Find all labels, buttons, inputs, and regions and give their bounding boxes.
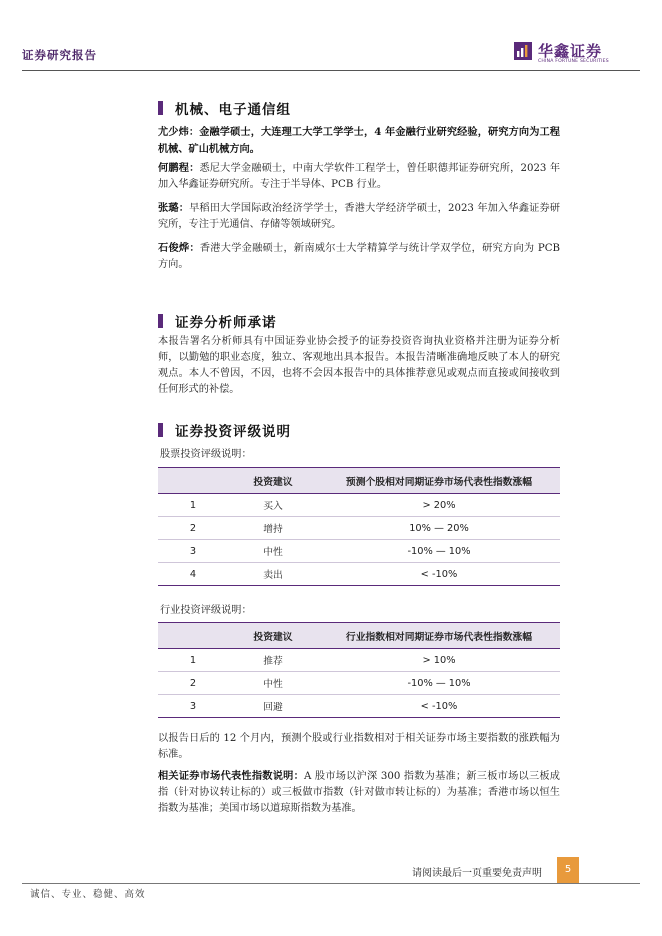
table-cell: 买入 xyxy=(228,494,318,517)
logo-en-text: CHINA FORTUNE SECURITIES xyxy=(538,59,609,64)
table-cell: 3 xyxy=(158,695,228,718)
member-bio xyxy=(158,200,560,233)
team-heading-text: 机械、电子通信组 xyxy=(175,102,291,118)
index-note-label: 相关证券市场代表性指数说明： xyxy=(158,770,304,782)
company-logo xyxy=(514,42,642,66)
table-cell: 中性 xyxy=(228,540,318,563)
table-cell: > 10% xyxy=(318,649,560,672)
logo-mark-icon xyxy=(514,42,532,60)
table-header-cell xyxy=(158,468,228,494)
member-name: 尤少炜： xyxy=(158,126,200,138)
commitment-text: 本报告署名分析师具有中国证券业协会授予的证券投资咨询执业资格并注册为证券分析师，以勤勉的职业态度，独立、客观地出具本报告。本报告清晰准确地反映了本人的研究观点。本人不曾因，不因，也将不会因本报告中的具体推荐意见或观点而直接或间接收到任何形式的补偿。 xyxy=(158,336,560,395)
member-bio xyxy=(158,124,560,158)
table-cell: 4 xyxy=(158,563,228,586)
page-number: 5 xyxy=(557,857,579,883)
table-row xyxy=(158,563,560,586)
table-header-cell: 投资建议 xyxy=(228,468,318,494)
commitment-heading-text: 证券分析师承诺 xyxy=(175,315,277,331)
table-cell: 2 xyxy=(158,517,228,540)
rating-note: 以报告日后的 12 个月内，预测个股或行业指数相对于相关证券市场主要指数的涨跌幅为标准。 xyxy=(158,733,560,760)
table-cell: < -10% xyxy=(318,563,560,586)
member-desc: 香港大学金融硕士，新南威尔士大学精算学与统计学双学位，研究方向为 PCB 方向。 xyxy=(158,243,561,270)
table-cell: 回避 xyxy=(228,695,318,718)
industry-rating-label: 行业投资评级说明： xyxy=(160,605,252,616)
table-cell: 1 xyxy=(158,649,228,672)
table-row xyxy=(158,517,560,540)
table-cell: -10% — 10% xyxy=(318,540,560,563)
heading-bar-icon xyxy=(158,101,163,115)
rating-heading xyxy=(158,420,291,440)
table-header-cell xyxy=(158,623,228,649)
commitment-heading xyxy=(158,311,277,331)
member-name: 张璐： xyxy=(158,202,190,214)
table-row xyxy=(158,649,560,672)
heading-bar-icon xyxy=(158,314,163,328)
member-desc: 金融学硕士，大连理工大学工学学士，4 年金融行业研究经验，研究方向为工程机械、矿山机械方向。 xyxy=(158,126,560,155)
table-cell: 2 xyxy=(158,672,228,695)
table-cell: 卖出 xyxy=(228,563,318,586)
member-desc: 悉尼大学金融硕士，中南大学软件工程学士，曾任职德邦证券研究所，2023 年加入华鑫证券研究所。专注于半导体、PCB 行业。 xyxy=(158,163,561,190)
table-row xyxy=(158,540,560,563)
disclaimer-note: 请阅读最后一页重要免责声明 xyxy=(412,868,542,879)
header-divider xyxy=(22,70,640,71)
stock-rating-label: 股票投资评级说明： xyxy=(160,449,252,460)
table-header-row xyxy=(158,623,560,649)
table-cell: 1 xyxy=(158,494,228,517)
heading-bar-icon xyxy=(158,423,163,437)
report-type-label: 证券研究报告 xyxy=(22,48,97,62)
member-bio xyxy=(158,240,560,273)
table-cell: < -10% xyxy=(318,695,560,718)
table-row xyxy=(158,672,560,695)
table-header-cell: 行业指数相对同期证券市场代表性指数涨幅 xyxy=(318,623,560,649)
logo-cn-text: 华鑫证券 xyxy=(538,42,603,60)
team-heading xyxy=(158,98,291,118)
member-desc: 早稻田大学国际政治经济学学士，香港大学经济学硕士，2023 年加入华鑫证券研究所，专注于光通信、存储等领域研究。 xyxy=(158,203,560,230)
index-note xyxy=(158,768,560,817)
table-row xyxy=(158,695,560,718)
rating-heading-text: 证券投资评级说明 xyxy=(175,424,291,440)
table-header-cell: 预测个股相对同期证券市场代表性指数涨幅 xyxy=(318,468,560,494)
member-name: 石俊烨： xyxy=(158,242,200,254)
table-cell: > 20% xyxy=(318,494,560,517)
table-cell: 3 xyxy=(158,540,228,563)
table-cell: 增持 xyxy=(228,517,318,540)
table-header-row xyxy=(158,468,560,494)
table-row xyxy=(158,494,560,517)
table-cell: -10% — 10% xyxy=(318,672,560,695)
table-cell: 中性 xyxy=(228,672,318,695)
industry-rating-table xyxy=(158,622,560,718)
table-header-cell: 投资建议 xyxy=(228,623,318,649)
table-cell: 10% — 20% xyxy=(318,517,560,540)
footer-slogan: 诚信、专业、稳健、高效 xyxy=(30,889,146,900)
stock-rating-table xyxy=(158,467,560,586)
member-bio xyxy=(158,160,560,193)
table-cell: 推荐 xyxy=(228,649,318,672)
index-note-text: A 股市场以沪深 300 指数为基准；新三板市场以三板成指（针对协议转让标的）或三板做市指数（针对做市转让标的）为基准；香港市场以恒生指数为基准；美国市场以道琼斯指数为基准。 xyxy=(158,771,560,814)
footer-divider xyxy=(22,883,640,884)
member-name: 何鹏程： xyxy=(158,162,200,174)
